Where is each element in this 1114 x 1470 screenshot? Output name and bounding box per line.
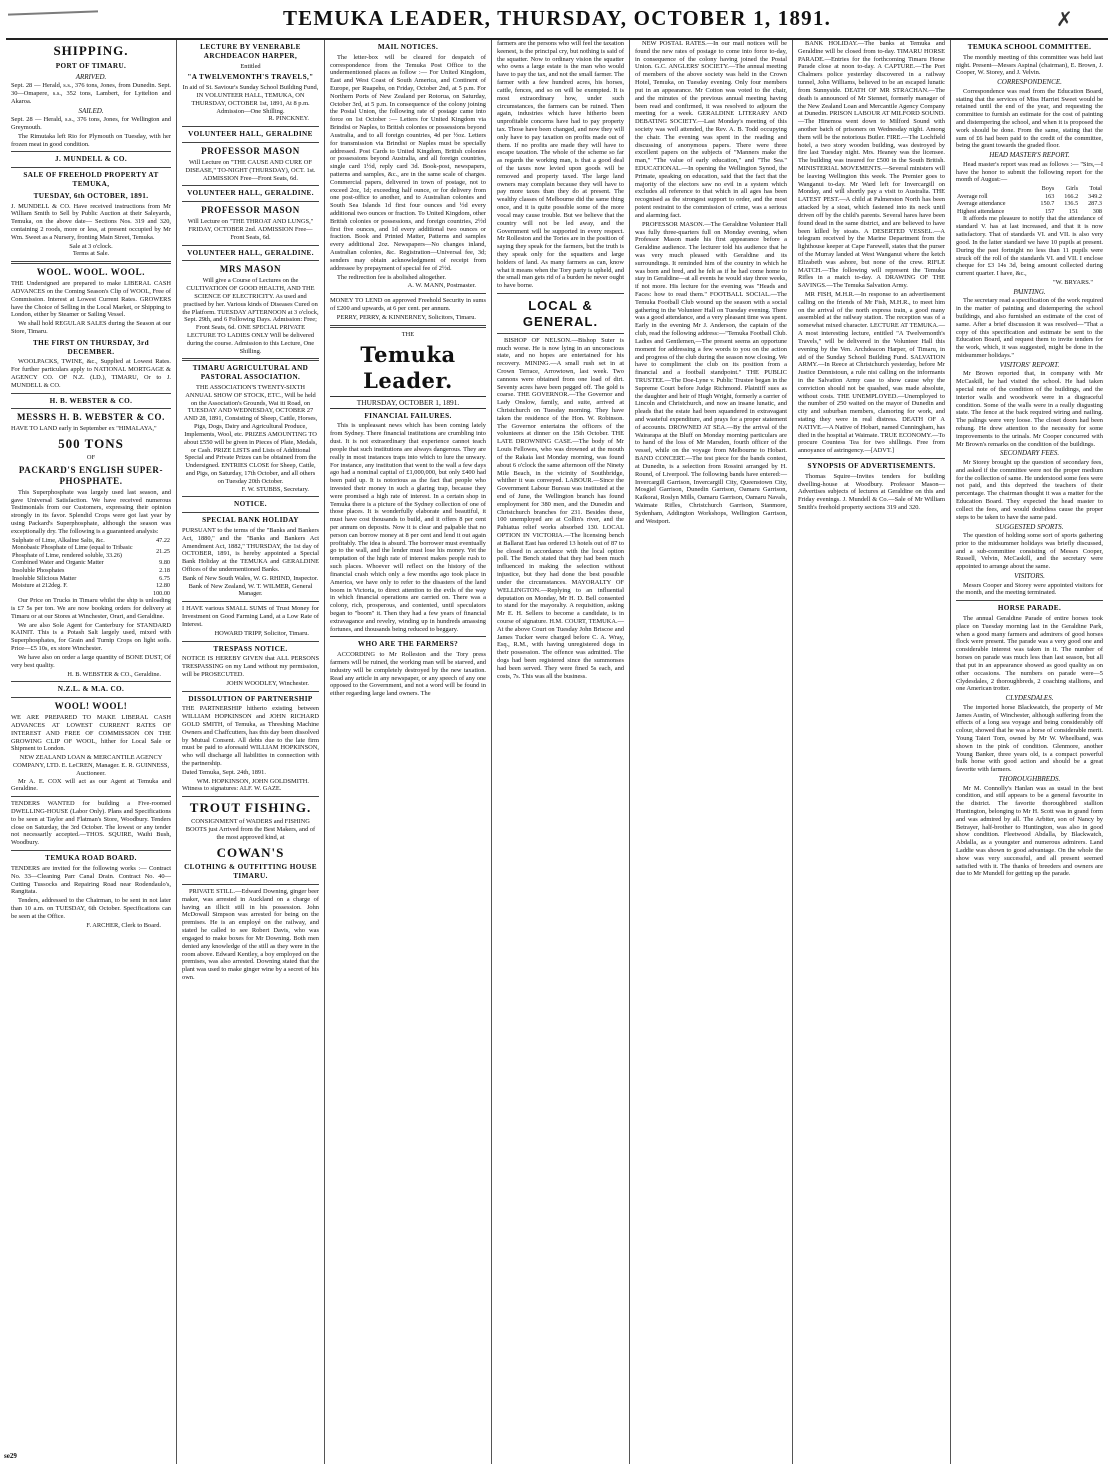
- professor-mason-1-text: Will Lecture on "THE CAUSE AND CURE OF DISEASE," TO-NIGHT (THURSDAY), OCT. 1st. ADMISSION Free—Front Seats, 6d.: [185, 158, 316, 182]
- sale-heading: SALE OF FREEHOLD PROPERTY AT TEMUKA,: [23, 171, 159, 188]
- mrs-mason-heading: MRS MASON: [219, 264, 282, 275]
- nzl-bar: N.Z.L. & M.A. CO.: [57, 685, 125, 694]
- paper-date: THURSDAY, OCTOBER 1, 1891.: [330, 396, 486, 409]
- table-row: Insoluble Phosphates 2.18: [12, 566, 170, 574]
- dissolution-text: THE PARTNERSHIP hitherto existing between WILLIAM HOPKINSON and JOHN RICHARD GOLD SMITH, of Temuka, as Threshing Machine Owners and Chaffcutters, has this day been dissolved by Mutual Consent. All debts due to the late firm must be paid to aforesaid WILLIAM HOPKINSON, who will discharge all liabilities in connection with the partnership.: [182, 705, 319, 768]
- money-lend-signature: PERRY, PERRY, & KINNERNEY, Solicitors, Timaru.: [336, 313, 476, 321]
- paper-nameplate: Temuka Leader.: [360, 342, 456, 394]
- cowan-subheading: CLOTHING & OUTFITTING HOUSE TIMARU.: [184, 863, 317, 881]
- road-text: TENDERS are invited for the following works :— Contract No. 33—Cleaning Parr Canal Drain. Contract No. 40—Cutting Tussocks and Repairing Road near Rodendaulo's, Rangitata.: [11, 864, 171, 896]
- table-row: Sulphate of Lime, Alkaline Salts, &c. 47.22: [12, 536, 170, 544]
- analysis-table: [11, 537, 171, 598]
- report-heading: HEAD MASTER'S REPORT.: [989, 151, 1070, 160]
- wool-heading: WOOL. WOOL. WOOL.: [36, 267, 146, 278]
- report-signature: "W. BRYARS.": [1053, 278, 1093, 286]
- painting-heading: PAINTING.: [1013, 287, 1046, 296]
- the-label: THE: [401, 330, 415, 338]
- report-text: It affords me pleasure to notify that the attendance of standard V. has at last increased, and that it is now satisfactory. That of standards VI. and VII. is also very good. In the latter standard we have 10 pupils at present. During the past fortnight no less than 11 pupils were struck off the roll of the standards VI. and VII. I enclose cheque for £3 14s 3d, being amount collected during current quarter. I have, &c.,: [956, 215, 1103, 278]
- agri-heading: TIMARU AGRICULTURAL AND PASTORAL ASSOCIATION.: [192, 364, 309, 382]
- column-7: [950, 40, 1108, 1464]
- financial-text: This is unpleasant news which has been coming lately from Sydney. There financial institutions are crumbling into dust. It is not extraordinary that experience cannot teach people that such institutions are always dangerous. They are really in most instances traps into which to lure the unwary. For instance, any institution that went to the wall a few days ago had a nominal capital of £1,000,000, but only £400 had been paid up. It is notorious as the fact that people who invested their money in such a glaring trap, because they were promised a high rate of interest. In a certain shop in Temuka there is a picture of the Sydney collection of one of those places. It is wonderfully elaborate and beautiful, it must have cost thousands to build, and it offers 8 per cent per annum on deposits. Now it is clear and palpable that no person can borrow money at 8 per cent and lend it out again profitably. The idea is absurd. The borrower must eventually go to the wall, and the lender must lose his money. Yet the temptation of the high rate of interest makes people rush to such places. Whoever will reflect on the history of the financial crash which only a few months ago took place in America, we have only to refer to the disasters of the land boom in Victoria, to direct attention to the evils of the way in which financial operations are carried on. There was a colony, rich, prosperous, and contented, until speculators began to "boom" it. Then they had a few years of financial extravagance and revelry, winding up in hundreds amassing fortunes, and thousands being reduced to beggary.: [330, 422, 486, 633]
- mrs-mason-text: Will give a Course of Lectures on the CULTIVATION OF GOOD HEALTH, AND THE SCIENCE OF ELECTRICITY. As used and practised by her. Various kinds of Diseases Cured on the Platform. TUESDAY AFTERNOON at 3 o'clock, Sept. 29th, and 6 Following Days. Admission: Free; Front Seats, 6d. ONE SPECIAL PRIVATE LECTURE TO LADIES ONLY Will be delivered during the course. Admission to this Lecture, One Shilling.: [182, 277, 319, 355]
- money-signature: HOWARD TRIPP, Solicitor, Timaru.: [214, 629, 309, 637]
- trespass-text: NOTICE IS HEREBY GIVEN that ALL PERSONS TRESPASSING on my Land without my permission, will be PROSECUTED.: [182, 655, 319, 678]
- private-still-text: PRIVATE STILL.—Edward Downing, ginger beer maker, was arrested in Auckland on a charge of having an illicit still in his possession. John McDowall Simpson was arrested for being on the premises. He is an employé on the railway, and stated he called to see Robert Davis, who was engaged to make boxes for Mr Downing. Both men denied any knowledge of the still as they were in the room above. Edward Kentley, a boy employed on the premises, was also arrested. Downing stated that the plant was used to make ginger wine by a secret of his own.: [182, 888, 319, 981]
- lecture-text: In aid of St. Saviour's Sunday School Building Fund, IN VOLUNTEER HALL, TEMUKA, ON THURSDAY, OCTOBER 1st, 1891, At 8 p.m. Admission—One Shilling.: [182, 84, 319, 115]
- bank-signature-2: Bank of New Zealand, W. T. WILMER, General Manager.: [188, 582, 313, 598]
- lecture-heading: LECTURE BY VENERABLE ARCHDEACON HARPER,: [200, 43, 301, 60]
- col5-text-1: NEW POSTAL RATES.—In our mail notices will be found the new rates of postage to come into force to-day, in consequence of the colony having joined the Postal Union. G.C. ANGLERS' SOCIETY.—The annual meeting of members of the above society was held in the Crown Hotel, Temuka, on Tuesday evening. Only four members put in an appearance. Mr Cotton was voted to the chair, and the minutes of the previous annual meeting having been read and confirmed, it was resolved to adjourn the meeting for a week. GERALDINE LITERARY AND DEBATING SOCIETY.—Last Monday's meeting of this society was well attended, the Rev. A. B. Todd occupying the chair. The evening was spent in the reading and discussing of anonymous papers. There were three excellent papers on the subjects of "Manners make the man," "The value of early education," and "The Sea." EDUCATIONAL.—In opening the Wellington Synod, the Primate, speaking on education, said that the fact that the majority of the electors saw no evil in a system which excludes all reference to that which in all ages has been recognised as the strongest support to order, and the most potent restraint to the commission of crime, was a serious and alarming fact.: [635, 40, 787, 219]
- money-lend-text: MONEY TO LEND on approved Freehold Security in sums of £200 and upwards, at 6 per cent. per annum.: [330, 297, 486, 312]
- agri-signature: F. W. STUBBS, Secretary.: [241, 485, 309, 493]
- cowan-heading: COWAN'S: [216, 844, 285, 860]
- packard-text: This Superphosphate was largely used last season, and gave Universal Satisfaction. We have received numerous Testimonials from our Customers, expressing their opinion strongly in its favor. Splendid Crops were got last year by using Packard's Superphosphate, although the season was exceptionally dry. The following is a guaranteed analysis:: [11, 488, 171, 535]
- corner-code: se29: [4, 1452, 17, 1460]
- visitors-report-text: Mr Brown reported that, in company with Mr McCaskill, he had visited the school. He had taken special note of the condition of the buildings, and the interior walls and woodwork were in a disgraceful condition. Some of the walls were in a really disgusting state. The fence at the back required wiring and nailing. The palings were very loose. The closet doors had been rehung. He drew attention to the necessity for some improvements to the urinals. Mr Cooper concurred with Mr Brown's remarks on the condition of the buildings.: [956, 370, 1103, 448]
- price-text: Our Price on Trucks in Timaru whilst the ship is unloading is £7 5s per ton. We are now booking orders for delivery at Timaru or at our Stores at Winchester, Orari, and Geraldine.: [11, 597, 171, 620]
- wool-text: THE Undersigned are prepared to make LIBERAL CASH ADVANCES on the Coming Season's Clip of WOOL, Free of Commission. Interest at Lowest Current Rates. GROWERS have the Choice of Selling in the Local Market, or Shipping to London, either by Steamer or Sailing Vessel.: [11, 280, 171, 319]
- farmers-continued: farmers are the persons who will feel the taxation keenest, is the principal cry, but nothing is said of the squatter. Now to ordinary vision the squatter who owns a large estate is the man who would have to pay the tax, and not the small farmer. The farmer with a few hundred acres, his horses, cattle, fences, and so on will be exempted. It is most extraordinary how, under such circumstances, the farmers can be ruined. Then again, industries which have hitherto been unprofitable concerns have had to pay property tax. Those have been changed, and now they will only have to pay taxation on profits made out of them. If no profits are made they will have to escape taxation. The whole of the scheme so far as regards the working man, is that a good deal of the taxes now levied upon goods will be removed and property taxed. The large land owners may complain because they will have to pay more taxes than they do at present. The wealthy classes of Melbourne did the same thing once, and it is quite possible some of the more vocal may cause trouble. But we believe that the country will not be led away, and the Government will be supported in every respect. Mr Rolleston and the Tories are in the position of saying they speak for the farmers, but the truth is they speak only for the squatters and large holders of land. As many farmers as can, know what it means when the Tory party is upheld, and the small man gets rid of a burden he never ought to have borne.: [497, 40, 624, 290]
- table-row: Moisture at 212deg. F. 12.80: [12, 582, 170, 590]
- wool-sales: We shall hold REGULAR SALES during the Season at our Store, Timaru.: [11, 320, 171, 336]
- trout-text: CONSIGNMENT of WADERS and FISHING BOOTS just Arrived from the Best Makers, and of the most approved kind, at: [185, 818, 316, 841]
- professor-mason-2-text: Will Lecture on "THE THROAT AND LUNGS," FRIDAY, OCTOBER 2nd. ADMISSION Free—Front Seats, 6d.: [187, 218, 314, 241]
- dissolution-date: Dated Temuka, Sept. 24th, 1891.: [182, 768, 266, 776]
- secondary-fees-heading: SECONDARY FEES.: [999, 449, 1060, 458]
- sale-time: Sale at 3 o'clock.: [69, 242, 113, 250]
- column-3: [324, 40, 491, 1464]
- col5-text-2: PROFESSOR MASON.—The Geraldine Volunteer Hall was fully three-quarters full on Monday evening, when Professor Mason made his first appearance before a Geraldine audience. The lecturer told his audience that he was very much pleased with Geraldine and its surroundings. It reminded him of the country in which he was born and bred, and he felt as if he had come home to stay in Geraldine—at all events he would stay three weeks, if not more. His lecture for the evening was "Heads and Faces: how to read them." FOOTBALL SOCIAL.—The Temuka Football Club wound up the season with a social gathering in the Volunteer Hall on Tuesday evening. There was a good attendance, and a very pleasant time was spent. Early in the evening Mr J. Anderson, the captain of the club, read the following address:—"Temuka Football Club. Ladies and Gentlemen,—The present seems an opportune moment for addressing a few words to you on the action and progress of the club during the season now closing. We have to compliment the club on its position from a financial and a football standpoint." THE PUBLIC TRUSTEE.—The Doe-Lyne v. Public Trustee began in the Supreme Court before Judge Richmond. Plaintiff sues as the daughter and heir of Hugh Wright, formerly a carrier of Lincoln and Christchurch, and now an insane lunatic, and pleads that the estate had been squandered in extravagant and wasteful expenditure, and prays for a proper statement of accounts. DROWNED AT SEA.—By the arrival of the Wairarapa at the Bluff on Monday morning particulars are to hand of the loss of Mr Marsden, fourth officer of the vessel, while on the voyage from Melbourne to Hobart. BAND CONCERT.—The test piece for the bands contest, at Dunedin, is a selection from Rossini arranged by H. Round, of Liverpool. The following bands have entered:—Invercargill Garrison, Invercargill City, Queenstown City, Mosgiel Garrison, Dunedin Garrison, Oamaru Garrison, Kaikorai, Roslyn Mills, Oamaru Garrison, Oamaru Navals, Waimate Rifles, Christchurch Garrison, Stanmore, Sydenham, Addington Workshops, Wellington Garrison, and Westport.: [635, 220, 787, 525]
- bank-text: PURSUANT to the terms of the "Banks and Bankers Act, 1880," and the "Banks and Bankers Act Amendment Act, 1882," THURSDAY, the 1st day of OCTOBER, 1891, is hereby appointed a Special Bank Holiday at the TEMUKA and GERALDINE Offices of the undermentioned Banks.: [182, 526, 319, 574]
- trespass-signature: JOHN WOODLEY, Winchester.: [226, 679, 309, 687]
- school-heading: TEMUKA SCHOOL COMMITTEE.: [967, 43, 1092, 51]
- col6-text-2: MR FISH, M.H.R.—In response to an advertisement calling on the friends of Mr Fish, M.H.R., to meet him on the arrival of the north express train, a good many assembled at the railway station. The reception was of a somewhat mixed character. LECTURE AT TEMUKA.—A most interesting lecture, entitled "A Twelvemonth's Travels," will be delivered in the Volunteer Hall this evening by the Ven. Archdeacon Harper, of Timaru, in aid of the Sunday School Building Fund. SALVATION ARMY.—In Reece at Christchurch yesterday, before Mr Justice Dennistoun, a rule nisi calling on the informants in the Salvation Army case to show cause why the conviction should not be quashed, was made absolute, without costs. THE UNEMPLOYED.—Unemployed to the number of 250 waited on the mayor of Dunedin and city and suburban members, clamoring for work, and stating they were in real distress. DEATH OF A NATIVE.—A Native of Hobart, named Cunningham, has died in the hospital at Waimate. TRUE ECONOMY.—To procure Countess Tea for two shillings. Free from annoyance of astringency.—[ADVT.]: [798, 291, 945, 455]
- mundell-bar: J. MUNDELL & CO.: [54, 155, 128, 164]
- road-signature: F. ARCHER, Clerk to Board.: [86, 921, 161, 929]
- kainit-text: We are also Sole Agent for Canterbury for STANDARD KAINIT. This is a Potash Salt largely used, mixed with Superphosphates, for Grain and Turnip Crops on light soils. Price—£5 10s, ex store Winchester.: [11, 621, 171, 653]
- money-text: I HAVE various SMALL SUMS of Trust Money for Investment on Good Farming Land, at a Low Rate of Interest.: [182, 605, 319, 628]
- table-row: Average attendance 150.7 136.5 287.3: [957, 200, 1102, 208]
- professor-mason-2: PROFESSOR MASON: [201, 205, 300, 216]
- handwritten-x-mark: ✗: [1056, 9, 1073, 31]
- of-text: OF: [86, 454, 96, 462]
- secondary-fees-text: Mr Storey brought up the question of secondary fees, and asked if the committee were not the proper medium for the collection of same. He understood some fees were not paid, and this deprived the teachers of their percentage. The chairman thought it was a matter for the Education Board. They expected the head master to collect the fees, and would doubtless cause the proper steps to be taken to have the same paid.: [956, 459, 1103, 521]
- sale-date: TUESDAY, 6th OCTOBER, 1891.: [33, 191, 149, 200]
- road-heading: TEMUKA ROAD BOARD.: [45, 854, 137, 863]
- messrs-text: HAVE TO LAND early in September ex "HIMALAYA,": [11, 425, 157, 433]
- wool2-text: WE ARE PREPARED TO MAKE LIBERAL CASH ADVANCES AT LOWEST CURRENT RATES OF INTEREST AND FREE OF COMMISSION ON THE GROWING CLIP OF WOOL, hither for Local Sale or Shipment to London.: [11, 714, 171, 753]
- table-row: 100.00: [152, 589, 170, 597]
- attendance-table: [956, 185, 1103, 215]
- masthead: [6, 4, 1108, 38]
- webster-bar: H. B. WEBSTER & CO.: [49, 396, 133, 405]
- volunteer-hall-1: VOLUNTEER HALL, GERALDINE: [188, 130, 313, 139]
- cox-text: Mr A. E. COX will act as our Agent at Temuka and Geraldine.: [11, 777, 171, 793]
- trout-heading: TROUT FISHING.: [189, 800, 312, 816]
- column-5: [629, 40, 792, 1464]
- volunteer-hall-3: VOLUNTEER HALL, GERALDINE.: [187, 248, 314, 257]
- arrived-text: Sept. 28 — Herald, s.s., 376 tons, Jones, from Dunedin. Sept. 30—Omapere, s.s., 352 tons, Lambert, for Lyttelton and Akaroa.: [11, 82, 171, 105]
- horse-parade-heading: HORSE PARADE.: [997, 604, 1062, 613]
- table-row: Combined Water and Organic Matter 9.80: [12, 559, 170, 567]
- tons-heading: 500 TONS: [58, 436, 124, 452]
- column-6: [792, 40, 950, 1464]
- arrived-label: ARRIVED.: [75, 72, 107, 81]
- synopsis-heading: SYNOPSIS OF ADVERTISEMENTS.: [807, 462, 936, 471]
- rimutaka-note: The Rimutaka left Rio for Plymouth on Tuesday, with her frozen meat in good condition.: [11, 132, 171, 148]
- mail-heading: MAIL NOTICES.: [377, 43, 439, 51]
- table-header-row: Boys Girls Total: [1041, 185, 1102, 193]
- dissolution-signature: WM. HOPKINSON, JOHN GOLDSMITH.: [196, 777, 309, 785]
- port-heading: PORT OF TIMARU.: [55, 61, 127, 70]
- thoroughbreds-heading: THOROUGHBREDS.: [998, 775, 1061, 783]
- messrs-heading: MESSRS H. B. WEBSTER & CO.: [17, 412, 165, 423]
- tender-text: TENDERS WANTED for building a Five-roomed DWELLING-HOUSE (Labor Only). Plans and Specifications to be seen at Taylor and Flatman's Store, Woodbury. Tenders close on Saturday, the 3rd October. The lowest or any tender not necessarily accepted.—THOS. SQUIRE, Waihi Bush, Woodbury.: [11, 800, 171, 847]
- bank-heading: SPECIAL BANK HOLIDAY: [202, 516, 299, 525]
- lecture-title: "A TWELVEMONTH'S TRAVELS,": [187, 73, 314, 82]
- mail-note: The redirection fee is abolished altogether.: [337, 273, 446, 281]
- column-4: [491, 40, 629, 1464]
- visitors-heading: VISITORS.: [1014, 572, 1045, 581]
- clydesdales-text: The imported horse Blackwatch, the property of Mr James Austin, of Winchester, although suffering from the effects of a long sea voyage and being considerably off colour, showed that he was a horse of considerable merit. Young Taieri Tom, owned by Mr W. Wheelband, was shown in the pink of condition. Glenmore, another Young Banker, three years old, is a compact powerful bulk horse with good action and should be a great favorite with farmers.: [956, 703, 1103, 774]
- synopsis-text: Thomas Squire—Invites tenders for building dwelling-house at Woodbury. Professor Mason—Advertises subjects of lectures at Geraldine on this and Friday evenings. J. Mundell & Co.—Sale of Mr William Smith's freehold property sections 319 and 320.: [798, 472, 945, 512]
- newspaper-columns: [6, 40, 1108, 1464]
- thoroughbreds-text: Mr M. Connolly's Hanlan was as usual in the best condition, and still appears to be a general favourite in the district. The favorite thoroughbred stallion Huntington, belonging to Mr H. Scott was in grand form and was admired by all. The Arbiter, son of Nancy by Betrayer, half-brother to Huntington, was also in good show condition. Fleetwood Abdalla, by Blackwatch, Abdalla, as a youngster and numerous admirers. Land Laddie was shown to good advantage. On the whole the show was very successful, and all present seemed satisfied with it. The thanks of breeders and owners are due to Mr Mundell for getting up the parade.: [956, 784, 1103, 878]
- col6-text-1: BANK HOLIDAY.—The banks at Temuka and Geraldine will be closed from to-day. TIMARU HORSE PARADE.—Entries for the forthcoming Timaru Horse Parade close at noon to-day. A CAPTURE.—The Port Chalmers police yesterday discovered in a railway tunnel, John Williams, believed to be an escaped lunatic from Sunnyside. DEATH OF MR STRACHAN.—The death is announced of Mr Stennet, formerly manager of the New Zealand Loan and Mercantile Agency Company at Dunedin. PRISON LABOUR AT MILFORD SOUND.—The Hinemoa went down to Milford Sound with another batch of prisoners on Wednesday night. Among them will be the notorious Butler. FIRE.—The Lochfield hotel, a two story wooden building, was destroyed by fire last Tuesday night. Mrs. Heaney was the licensee. The building was insured for £500 in the South British. MINISTERIAL MOVEMENTS.—Several ministers will be leaving Wellington this week. The Premier goes to Wanganui to-day. Mr Ward left for Invercargill on Monday, and will shortly pay a visit to Australia. THE LATEST PEST.—A child at Palmerston North has been attacked by a stoat, which fastened into its neck until driven off by the child's parents. Several hares have been found dead in the same district, and are believed to have been killed by stoats. A DESERTED VESSEL.—A telegram received by the Marine Department from the lighthouse keeper at Cape Farewell, states that the purser of the Murray landed at West Wanganui where the ketch Elizabeth was ashore, but none of the crew. RIFLE MATCH.—The following will represent the Temuka Rifles in a match to-day. A DRAWING OF THE SAVINGS.—The Temuka Salvation Army.: [798, 40, 945, 290]
- table-row: Insoluble Silicious Matter 6.75: [12, 574, 170, 582]
- clydesdales-heading: CLYDESDALES.: [1005, 694, 1054, 703]
- sports-text: The question of holding some sort of sports gathering prior to the midsummer holidays was briefly discussed, and a sub-committee consisting of Messrs Cooper, Russell, Velvin, McCaskill, and the secretary were appointed to arrange about the same.: [956, 532, 1103, 571]
- sale-text: J. MUNDELL & CO. Have received instructions from Mr William Smith to Sell by Public Auction at their Saleyards, Temuka, on the above date— Sections Nos. 319 and 320, containing 2 roods, more or less, at present occupied by Mr Wm. Sweet as a Nursery, fronting Main Street, Temuka.: [11, 202, 171, 241]
- professor-mason-1: PROFESSOR MASON: [201, 146, 300, 156]
- column-1: [6, 40, 176, 1464]
- table-row: Monobasic Phosphate of Lime (equal to Tribasic Phosphate of Lime, rendered soluble, 33.26) 21.25: [12, 544, 170, 559]
- school-text: The monthly meeting of this committee was held last night. Present—Messrs Aspinal (chairman), E. Brown, J. Cooper, W. Storey, and J. Velvin.: [956, 53, 1103, 77]
- page-title: TEMUKA LEADER, THURSDAY, OCTOBER 1, 1891.: [282, 6, 832, 30]
- sailed-text: Sept. 28 — Herald, s.s., 376 tons, Jones, for Wellington and Greymouth.: [11, 116, 171, 131]
- bank-signature-1: Bank of New South Wales, W. G. RHIND, Inspector.: [182, 574, 319, 582]
- dissolution-heading: DISSOLUTION OF PARTNERSHIP: [188, 694, 313, 703]
- table-row: Highest attendance 157 151 308: [957, 207, 1102, 215]
- table-row: Average roll 163 166.2 349.2: [957, 192, 1102, 200]
- financial-heading: FINANCIAL FAILURES.: [364, 411, 452, 420]
- wool2-heading: WOOL! WOOL!: [54, 701, 128, 712]
- farmers-heading: WHO ARE THE FARMERS?: [357, 640, 459, 649]
- lecture-entitled: Entitled: [240, 62, 261, 70]
- shipping-heading: SHIPPING.: [53, 43, 129, 58]
- local-general-heading: LOCAL & GENERAL.: [522, 298, 599, 329]
- column-2: [176, 40, 324, 1464]
- sailed-label: SAILED.: [78, 106, 104, 115]
- mail-signature: A. W. MANN, Postmaster.: [407, 282, 476, 290]
- lecture-signature: R. PINCKNEY.: [268, 115, 309, 123]
- volunteer-hall-2: VOLUNTEER HALL, GERALDINE.: [187, 189, 314, 198]
- correspondence-text: Correspondence was read from the Education Board, stating that the services of Miss Harriet Sweet would be retained until the end of the year, and requesting the committee to furnish an estimate for the cost of painting and distempering the school, and when it is proposed the work should be done. From the same, stating that the sum of £6 had been paid to the credit of the committee, being the grant towards the graded floor.: [956, 87, 1103, 150]
- webster-signature: H. B. WEBSTER & CO., Geraldine.: [67, 670, 161, 678]
- horse-parade-text: The annual Geraldine Parade of entire horses took place on Tuesday morning last in the Geraldine Park, when a good many farmers and admirers of good horses flock were present. The parade was a very good one and considerable interest was taken in it. The number of horses on parade was much less than last season, but all that put in an appearance showed as good quality as on other occasions. The numbers on parade were—5 Clydesdales, 2 thoroughbreds, 2 coaching stallions, and one American trotter.: [956, 615, 1103, 693]
- bonedust-text: We have also on order a large quantity of BONE DUST, Of very best quality.: [11, 653, 171, 669]
- dissolution-witness: Witness to signatures: ALF. W. GAZE.: [182, 785, 282, 793]
- report-intro: Head master's report was read as follows :— "Sirs,—I have the honor to submit the following report for the month of August:—: [956, 160, 1103, 184]
- sale-terms: Terms at Sale.: [72, 250, 110, 258]
- trespass-heading: TRESPASS NOTICE.: [213, 644, 288, 653]
- agri-text: THE ASSOCIATION'S TWENTY-SIXTH ANNUAL SHOW OF STOCK, ETC., Will be held on the Association's Grounds, Wai iti Road, on TUESDAY AND WEDNESDAY, OCTOBER 27 AND 28, 1891, Consisting of Sheep, Cattle, Horses, Pigs, Dogs, Dairy and Agricultural Produce, Implements, Wool, etc. PRIZES AMOUNTING TO about £550 will be given in Pieces of Plate, Medals, or Cash. PRIZE LISTS and Lists of Additional Special and Private Prizes can be obtained from the Undersigned. ENTRIES CLOSE for Sheep, Cattle, and Pigs, on Saturday, 17th October, and all others on Tuesday 20th October.: [183, 384, 318, 485]
- visitors-text: Messrs Cooper and Storey were appointed visitors for the month, and the meeting terminated.: [956, 581, 1103, 597]
- packard-heading: PACKARD'S ENGLISH SUPER-PHOSPHATE.: [18, 464, 164, 486]
- painting-text: The secretary read a specification of the work required in the matter of painting and distempering the school buildings, and also furnished an estimate of the cost of same. After a brief discussion it was resolved—"That a copy of this specification and estimate be sent to the Education Board, and request them to invite tenders for the work, which, it was suggested, might be done in the midsummer holidays.": [956, 297, 1103, 359]
- first-sale: THE FIRST ON THURSDAY, 3rd DECEMBER.: [32, 338, 150, 356]
- mail-text: The letter-box will be cleared for despatch of correspondence from the Temuka Post Office to the undermentioned places as follow :— For United Kingdom, East and West Coast of South America, and Continent of Europe, per Ruapehu, on Friday, October 2nd, at 5 p.m. For Northern Ports of New Zealand per Rotorua, on Saturday, October 3rd, at 5 p.m. In consequence of the colony joining the Postal Union, the following rate of postage came into force on 1st October :— Letters for United Kingdom via Brindisi or Naples, to British colonies or possessions beyond Australia, and to all foreign countries, 4d per ½oz. Letters for transmission via Brindisi or Naples must be specially addressed. Post Cards to United Kingdom, British colonies or possessions beyond Australia, and all foreign countries, single card 1½d, reply card 3d. Book-post, newspapers, patterns and samples, &c., are in the same scale of charges. Commercial papers, delivered in town of postage, not to exceed 2oz, 1d; exceeding half ounce, or for delivery from one post-office to another, and to Australian colonies and South Sea Islands 1d first four ounces and ½d every additional two ounces or fraction. To United Kingdom, other British colonies or possessions, and foreign countries, 2½d first five ounces, and 1d every additional two ounces or fraction. Book and Printed Matter, Patterns and samples every additional 2oz. Newspapers—No changes inland, Australian colonies, &c. Registration—Universal fee, 3d; senders may obtain acknowledgment of receipt from addressee by prepayment of special fee of 2½d.: [330, 53, 486, 272]
- woolpacks-text: WOOLPACKS, TWINE, &c., Supplied at Lowest Rates. For further particulars apply to NATIONAL MORTGAGE & AGENCY CO. OF N.Z. (LD.), TIMARU, Or to J. MUNDELL & CO.: [11, 358, 171, 389]
- road-text-2: Tenders, addressed to the Chairman, to be sent in not later than 10 a.m. on TUESDAY, 6th October. Specifications can be seen at the Office.: [11, 897, 171, 920]
- visitors-report-heading: VISITORS' REPORT.: [999, 360, 1060, 369]
- correspondence-heading: CORRESPONDENCE.: [997, 78, 1062, 87]
- nzl-signature: NEW ZEALAND LOAN & MERCANTILE AGENCY COMPANY, LTD. E. LeCREN, Manager. E. R. GUINNESS, Auctioneer.: [12, 754, 170, 777]
- farmers-text: ACCORDING to Mr Rolleston and the Tory press farmers will be ruined, the working man will be starved, and industry will be completely destroyed by the new taxation. Read any article in any newspaper, or any speech of any one opposed to the Government, and not a word will be found in either regarding large land owners. The: [330, 651, 486, 698]
- local-general-text: BISHOP OF NELSON.—Bishop Suter is much worse. He is now lying in an unconscious state, and no hopes are entertained for his recovery. MINING.—A small rush set in at Crown Terrace, Arrowtown, last week. Two cannons were obtained from one load of dirt. Seventy acres have been pegged off. The gold is coarse. THE GOVERNOR.—The Governor and Lady Onslow, family, and suite, arrived at Christchurch on Tuesday morning. They have taken the residence of the Hon. W. Robinson. The Governor entertains the officers of the volunteers at dinner on the 15th October. THE LATE DROWNING CASE.—The body of Mr Louis Fellowes, who was drowned at the mouth of the Rakaia last Monday morning, was found about 6 o'clock the same afternoon off the Ninety Mile Beach, in the vicinity of Southbridge, whither it was conveyed. LABOUR.—Since the Government Labour Bureau was instituted at the end of June, the Wellington branch has found employment for 380 men, and the Dunedin and Christchurch branches for 231. Besides these, 100 unemployed are at Collin's river, and the Pahiatua relief works absorbed 130. LOCAL OPTION IN VICTORIA.—The licensing bench at Ballarat East has ordered 13 hotels out of 87 to be closed in accordance with the local option poll. The Bench stated that they had been much influenced in making the selection without injustice, but they had done the best possible under the circumstances. MAYORALTY OF WELLINGTON.—Replying to an influential deputation on Monday, Mr H. D. Bell consented to stand for the mayoralty. A requisition, asking Mr E. H. Sellers to become a candidate, is in course of signature. H.M. COURT, TEMUKA.—At the above Court on Tuesday John Briscoe and James Tucker were charged before C. A. Wray, Esq., R.M., with having unregistered dogs in their possession. The offence was admitted. The dogs had been registered since the summonses had been served. They were fined 5s each, and costs, 7s. This was all the business.: [497, 336, 624, 680]
- sports-heading: SUGGESTED SPORTS.: [995, 522, 1064, 531]
- notice-heading: NOTICE.: [234, 500, 267, 509]
